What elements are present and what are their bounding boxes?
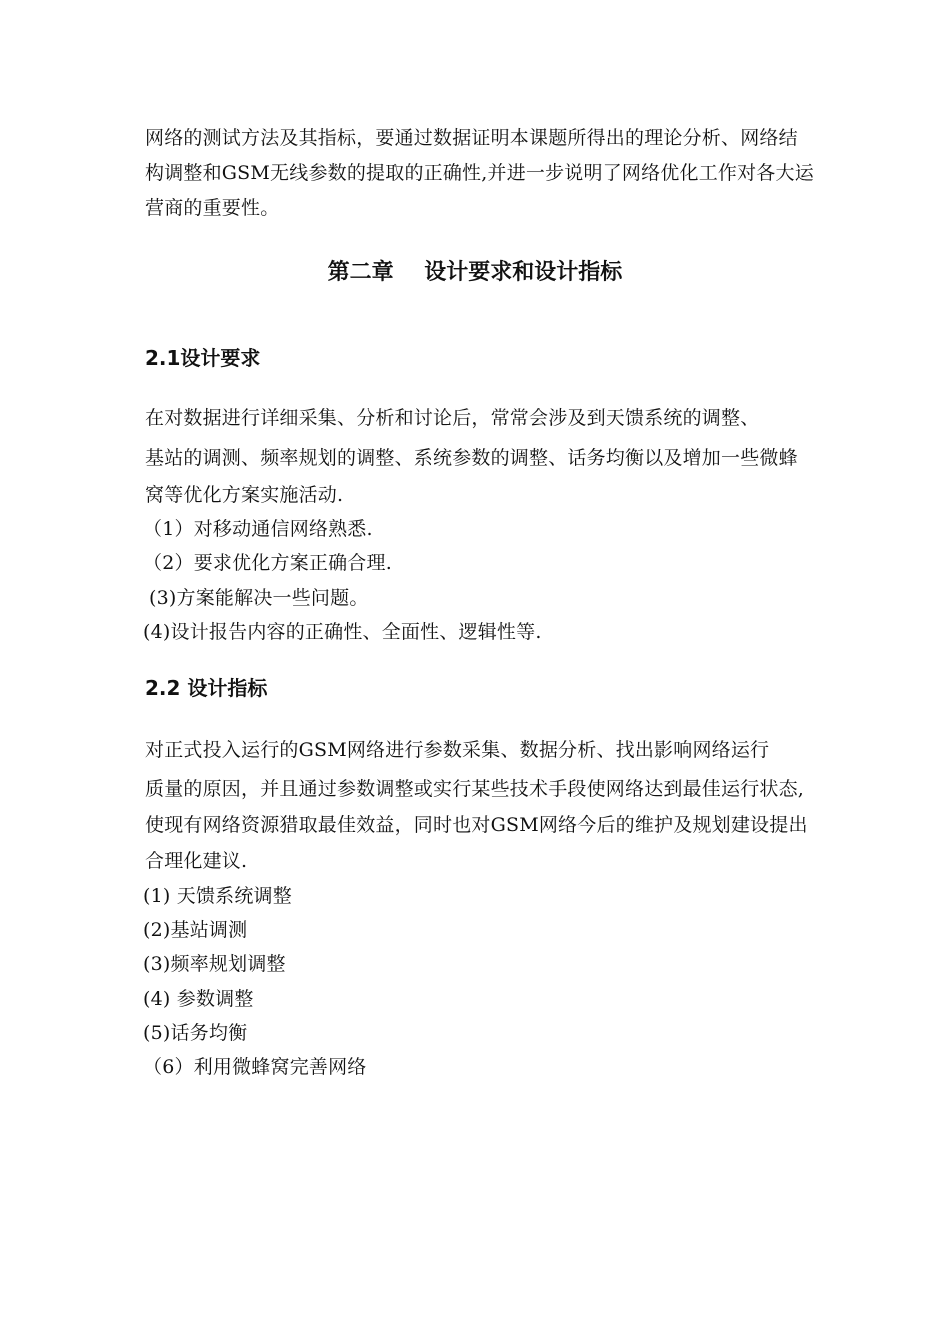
section1-list-item: （2）要求优化方案正确合理. (143, 552, 392, 574)
section1-paragraph-line-3: 窝等优化方案实施活动. (145, 484, 344, 506)
section2-list-item: (4) 参数调整 (143, 988, 254, 1010)
section1-paragraph-line-2: 基站的调测、频率规划的调整、系统参数的调整、话务均衡以及增加一些微蜂 (145, 447, 798, 469)
section2-paragraph-line-1: 对正式投入运行的GSM网络进行参数采集、数据分析、找出影响网络运行 (145, 739, 770, 761)
section2-list-item: (3)频率规划调整 (143, 953, 286, 975)
section2-paragraph-line-4: 合理化建议. (145, 850, 248, 872)
section2-list-item: (1) 天馈系统调整 (143, 885, 292, 907)
section1-paragraph-line-1: 在对数据进行详细采集、分析和讨论后，常常会涉及到天馈系统的调整、 (145, 407, 760, 429)
chapter-title: 第二章 设计要求和设计指标 (327, 260, 623, 285)
intro-line-3: 营商的重要性。 (145, 197, 280, 219)
intro-line-1: 网络的测试方法及其指标，要通过数据证明本课题所得出的理论分析、网络结 (145, 127, 798, 149)
section2-paragraph-line-3: 使现有网络资源猎取最佳效益，同时也对GSM网络今后的维护及规划建设提出 (145, 814, 808, 836)
section1-list-item: (4)设计报告内容的正确性、全面性、逻辑性等. (143, 621, 542, 643)
section2-list-item: （6）利用微蜂窝完善网络 (143, 1056, 367, 1078)
section2-list-item: (5)话务均衡 (143, 1022, 248, 1044)
section-heading-2-1: 2.1设计要求 (145, 346, 261, 370)
section1-list-item: (3)方案能解决一些问题。 (149, 587, 369, 609)
section2-list-item: (2)基站调测 (143, 919, 248, 941)
section1-list-item: （1）对移动通信网络熟悉. (143, 518, 373, 540)
intro-line-2: 构调整和GSM无线参数的提取的正确性,并进一步说明了网络优化工作对各大运 (145, 162, 814, 184)
section-heading-2-2: 2.2 设计指标 (145, 676, 268, 700)
section2-paragraph-line-2: 质量的原因，并且通过参数调整或实行某些技术手段使网络达到最佳运行状态, (145, 778, 805, 800)
